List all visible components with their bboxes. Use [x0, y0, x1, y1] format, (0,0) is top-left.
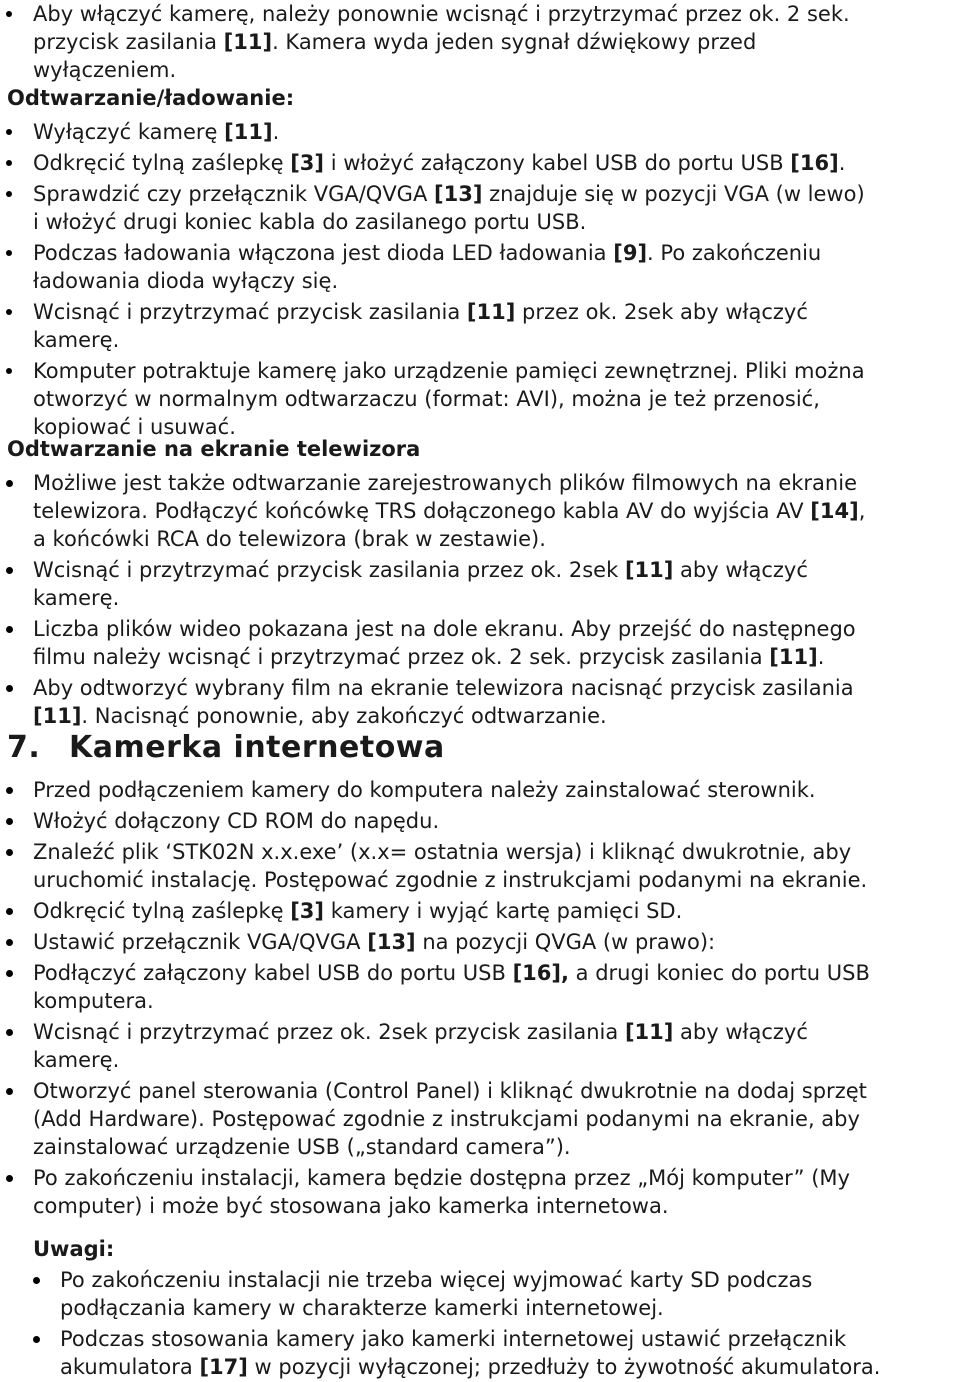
chapter-number: 7.	[7, 730, 41, 765]
list-item: Otworzyć panel sterowania (Control Panel) i kliknąć dwukrotnie na dodaj sprzęt (Add Hardware). Postępować zgodnie z instrukcjami podanymi na ekranie, aby zainstalować urządzenie USB („standard camera”).	[0, 1077, 960, 1161]
list-item: Podczas ładowania włączona jest dioda LED ładowania [9]. Po zakończeniu ładowania dioda wyłączy się.	[0, 239, 960, 295]
list-item: Po zakończeniu instalacji nie trzeba więcej wyjmować karty SD podczas podłączania kamery w charakterze kamerki internetowej.	[0, 1266, 960, 1322]
list-item: Komputer potraktuje kamerę jako urządzenie pamięci zewnętrznej. Pliki można otworzyć w normalnym odtwarzaczu (format: AVI), można je też przenosić, kopiować i usuwać.	[0, 357, 960, 441]
bullet-icon	[6, 970, 13, 977]
bullet-icon	[6, 1088, 13, 1095]
bullet-icon	[6, 129, 12, 135]
list-item: Liczba plików wideo pokazana jest na dole ekranu. Aby przejść do następnego filmu należy wcisnąć i przytrzymać przez ok. 2 sek. przycisk zasilania [11].	[0, 615, 960, 671]
bullet-icon	[6, 480, 13, 487]
section-heading: Odtwarzanie na ekranie telewizora	[7, 437, 421, 461]
list-item: Ustawić przełącznik VGA/QVGA [13] na pozycji QVGA (w prawo):	[0, 928, 960, 956]
list-item: Aby odtworzyć wybrany film na ekranie telewizora nacisnąć przycisk zasilania [11]. Nacisnąć ponownie, aby zakończyć odtwarzanie.	[0, 674, 960, 730]
bullet-icon	[33, 1336, 40, 1343]
bullet-icon	[6, 908, 13, 915]
section-tv-playback	[0, 435, 960, 730]
bullet-icon	[6, 11, 12, 17]
chapter-heading	[7, 730, 445, 765]
bullet-icon	[6, 1029, 13, 1036]
notes-heading: Uwagi:	[33, 1237, 115, 1261]
bullet-icon	[33, 1277, 40, 1284]
bullet-icon	[6, 309, 12, 315]
bullet-icon	[6, 685, 13, 692]
list-item: Sprawdzić czy przełącznik VGA/QVGA [13] znajduje się w pozycji VGA (w lewo) i włożyć drugi koniec kabla do zasilanego portu USB.	[0, 180, 960, 236]
section-power-charging	[0, 0, 960, 441]
bullet-icon	[6, 191, 12, 197]
list-item: Przed podłączeniem kamery do komputera należy zainstalować sterownik.	[0, 776, 960, 804]
bullet-icon	[6, 1175, 13, 1182]
list-item: Wyłączyć kamerę [11].	[0, 118, 960, 146]
list-item: Wcisnąć i przytrzymać przycisk zasilania [11] przez ok. 2sek aby włączyć kamerę.	[0, 298, 960, 354]
list-item: Włożyć dołączony CD ROM do napędu.	[0, 807, 960, 835]
list-item: Podłączyć załączony kabel USB do portu USB [16], a drugi koniec do portu USB komputera.	[0, 959, 960, 1015]
list-item: Znaleźć plik ‘STK02N x.x.exe’ (x.x= ostatnia wersja) i kliknąć dwukrotnie, aby uruchomić instalację. Postępować zgodnie z instrukcjami podanymi na ekranie.	[0, 838, 960, 894]
section-webcam-steps	[0, 776, 960, 1220]
list-item: Podczas stosowania kamery jako kamerki internetowej ustawić przełącznik akumulatora [17] w pozycji wyłączonej; przedłuży to żywotność akumulatora.	[0, 1325, 960, 1381]
list-item: Wcisnąć i przytrzymać przycisk zasilania przez ok. 2sek [11] aby włączyć kamerę.	[0, 556, 960, 612]
bullet-icon	[6, 787, 13, 794]
list-item: Możliwe jest także odtwarzanie zarejestrowanych plików filmowych na ekranie telewizora. Podłączyć końcówkę TRS dołączonego kabla AV do wyjścia AV [14], a końcówki RCA do telewizora (brak w zestawie).	[0, 469, 960, 553]
bullet-icon	[6, 160, 12, 166]
bullet-icon	[6, 849, 13, 856]
list-item: Wcisnąć i przytrzymać przez ok. 2sek przycisk zasilania [11] aby włączyć kamerę.	[0, 1018, 960, 1074]
bullet-icon	[6, 939, 13, 946]
list-item: Odkręcić tylną zaślepkę [3] i włożyć załączony kabel USB do portu USB [16].	[0, 149, 960, 177]
bullet-icon	[6, 626, 13, 633]
bullet-icon	[6, 250, 12, 256]
chapter-title: Kamerka internetowa	[69, 730, 445, 765]
section-heading: Odtwarzanie/ładowanie:	[7, 86, 295, 110]
section-notes	[0, 1235, 960, 1381]
bullet-icon	[6, 818, 13, 825]
list-item: Po zakończeniu instalacji, kamera będzie dostępna przez „Mój komputer” (My computer) i może być stosowana jako kamerka internetowa.	[0, 1164, 960, 1220]
list-item: Aby włączyć kamerę, należy ponownie wcisnąć i przytrzymać przez ok. 2 sek. przycisk zasilania [11]. Kamera wyda jeden sygnał dźwiękowy przed wyłączeniem.	[0, 0, 960, 84]
bullet-icon	[6, 368, 12, 374]
list-item: Odkręcić tylną zaślepkę [3] kamery i wyjąć kartę pamięci SD.	[0, 897, 960, 925]
bullet-icon	[6, 567, 13, 574]
